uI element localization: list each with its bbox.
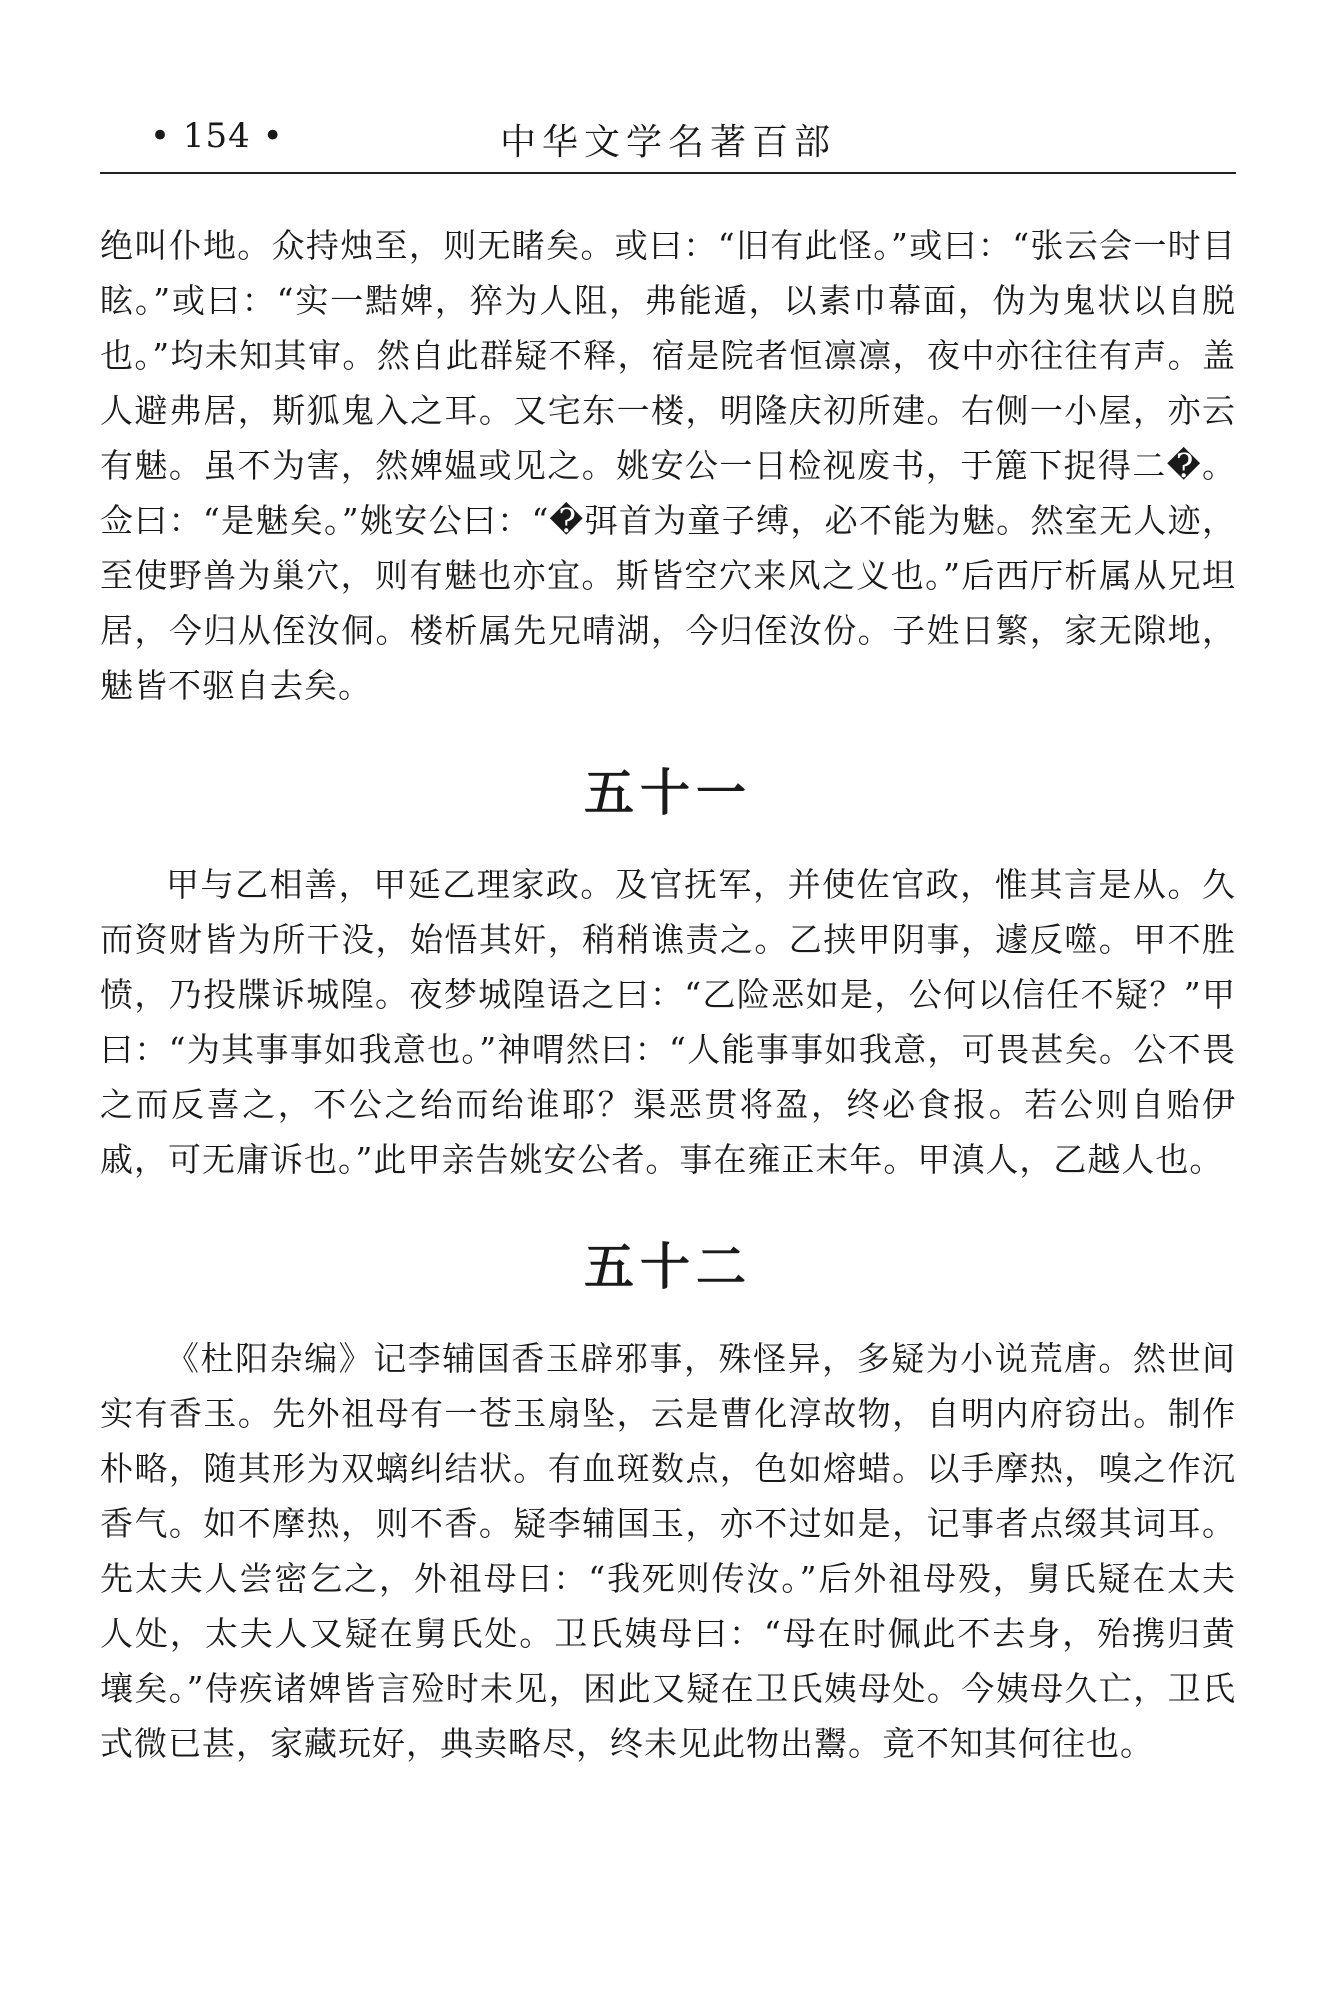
paragraph-51: 甲与乙相善，甲延乙理家政。及官抚军，并使佐官政，惟其言是从。久而资财皆为所干没，始悟其奸，稍稍谯责之。乙挟甲阴事，遽反噬。甲不胜愤，乃投牒诉城隍。夜梦城隍语之曰：“乙险恶如是，公何以信任不疑？”甲曰：“为其事事如我意也。”神喟然曰：“人能事事如我意，可畏甚矣。公不畏之而反喜之，不公之绐而绐谁耶？渠恶贯将盈，终必食报。若公则自贻伊戚，可无庸诉也。”此甲亲告姚安公者。事在雍正末年。甲滇人，乙越人也。 [100, 865, 1236, 1179]
page [100, 108, 1236, 1771]
section-heading-51: 五十一 [584, 764, 752, 822]
page-number: • 154 • [150, 116, 284, 156]
book-title: 中华文学名著百部 [499, 122, 836, 163]
paragraph-continued: 绝叫仆地。众持烛至，则无睹矣。或曰：“旧有此怪。”或曰：“张云会一时目眩。”或曰：“实一黠婢，猝为人阻，弗能遁，以素巾幕面，伪为鬼状以自脱也。”均未知其审。然自此群疑不释，宿是院者恒凛凛，夜中亦往往有声。盖人避弗居，斯狐鬼入之耳。又宅东一楼，明隆庆初所建。右侧一小屋，亦云有魅。虽不为害，然婢媪或见之。姚安公一日检视废书，于簏下捉得二�。佥曰：“是魅矣。”姚安公曰：“�弭首为童子缚，必不能为魅。然室无人迹，至使野兽为巢穴，则有魅也亦宜。斯皆空穴来风之义也。”后西厅析属从兄坦居，今归从侄汝侗。楼析属先兄晴湖，今归侄汝份。子姓日繁，家无隙地，魅皆不驱自去矣。 [100, 226, 1236, 705]
running-header [100, 108, 1236, 174]
paragraph-52: 《杜阳杂编》记李辅国香玉辟邪事，殊怪异，多疑为小说荒唐。然世间实有香玉。先外祖母有一苍玉扇坠，云是曹化淳故物，自明内府窃出。制作朴略，随其形为双螭纠结状。有血斑数点，色如熔蜡。以手摩热，嗅之作沉香气。如不摩热，则不香。疑李辅国玉，亦不过如是，记事者点缀其词耳。先太夫人尝密乞之，外祖母曰：“我死则传汝。”后外祖母殁，舅氏疑在太夫人处，太夫人又疑在舅氏处。卫氏姨母曰：“母在时佩此不去身，殆携归黄壤矣。”侍疾诸婢皆言殓时未见，困此又疑在卫氏姨母处。今姨母久亡，卫氏式微已甚，家藏玩好，典卖略尽，终未见此物出鬻。竟不知其何往也。 [100, 1339, 1236, 1763]
section-heading-52: 五十二 [584, 1238, 752, 1296]
body-text [100, 218, 1236, 1771]
